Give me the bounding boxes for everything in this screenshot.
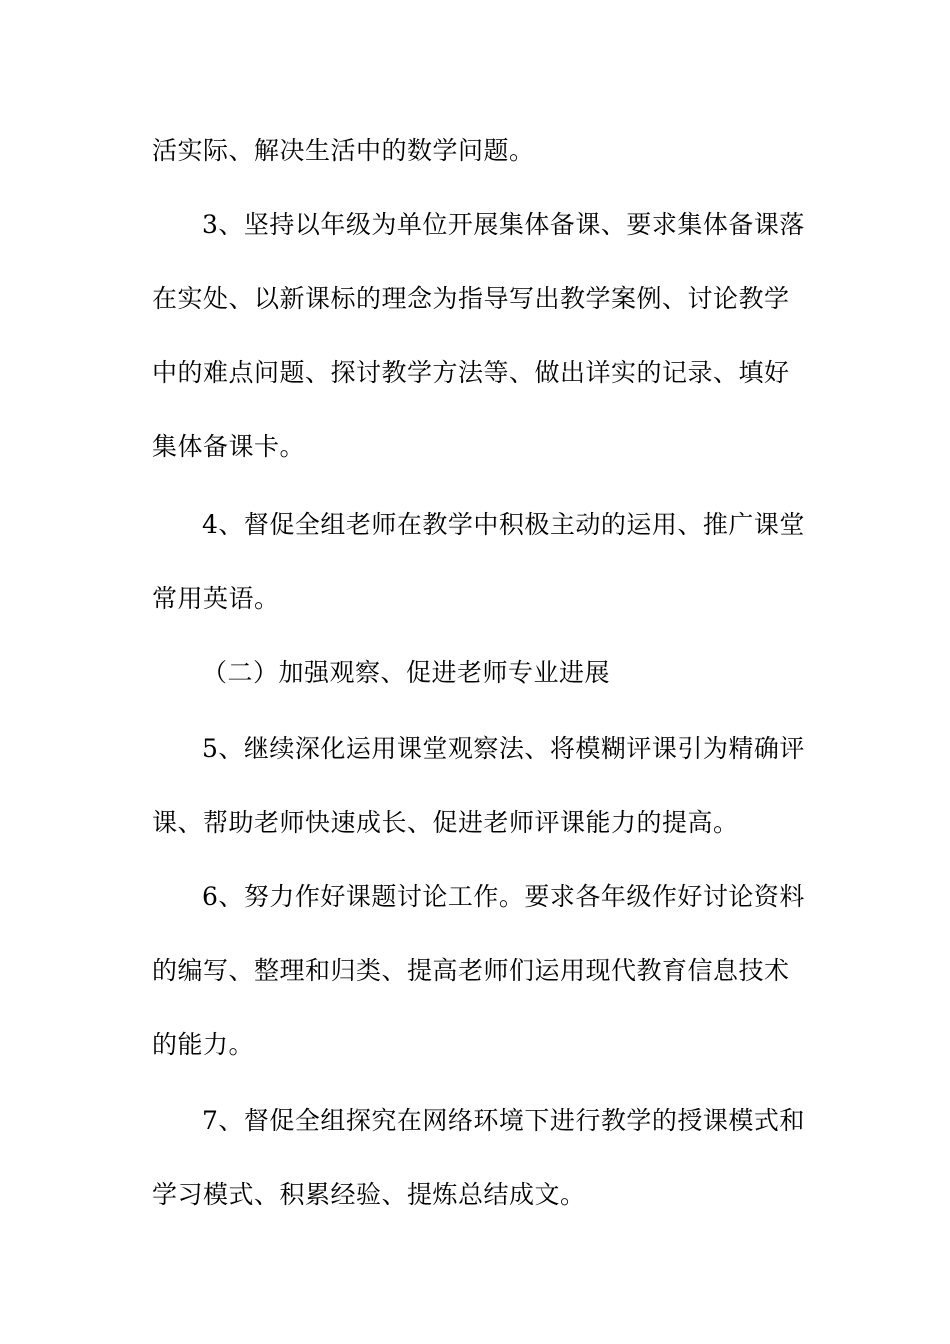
text-line: 中的难点问题、探讨教学方法等、做出详实的记录、填好 <box>152 358 790 387</box>
paragraph-item-3: 3、坚持以年级为单位开展集体备课、要求集体备课落 <box>202 210 805 239</box>
text-line: 在实处、以新课标的理念为指导写出教学案例、讨论教学 <box>152 284 790 313</box>
text-line: 课、帮助老师快速成长、促进老师评课能力的提高。 <box>152 808 739 837</box>
paragraph-item-7: 7、督促全组探究在网络环境下进行教学的授课模式和 <box>202 1106 805 1135</box>
text-line: 的能力。 <box>152 1030 255 1059</box>
paragraph-item-6: 6、努力作好课题讨论工作。要求各年级作好讨论资料 <box>202 882 805 911</box>
text-line: 集体备课卡。 <box>152 432 306 461</box>
text-line: 常用英语。 <box>152 584 280 613</box>
paragraph-item-4: 4、督促全组老师在教学中积极主动的运用、推广课堂 <box>202 510 805 539</box>
section-heading: （二）加强观察、促进老师专业进展 <box>202 658 611 687</box>
text-line: 活实际、解决生活中的数学问题。 <box>152 136 535 165</box>
text-line: 的编写、整理和归类、提高老师们运用现代教育信息技术 <box>152 956 790 985</box>
paragraph-item-5: 5、继续深化运用课堂观察法、将模糊评课引为精确评 <box>202 734 805 763</box>
text-line: 学习模式、积累经验、提炼总结成文。 <box>152 1180 586 1209</box>
